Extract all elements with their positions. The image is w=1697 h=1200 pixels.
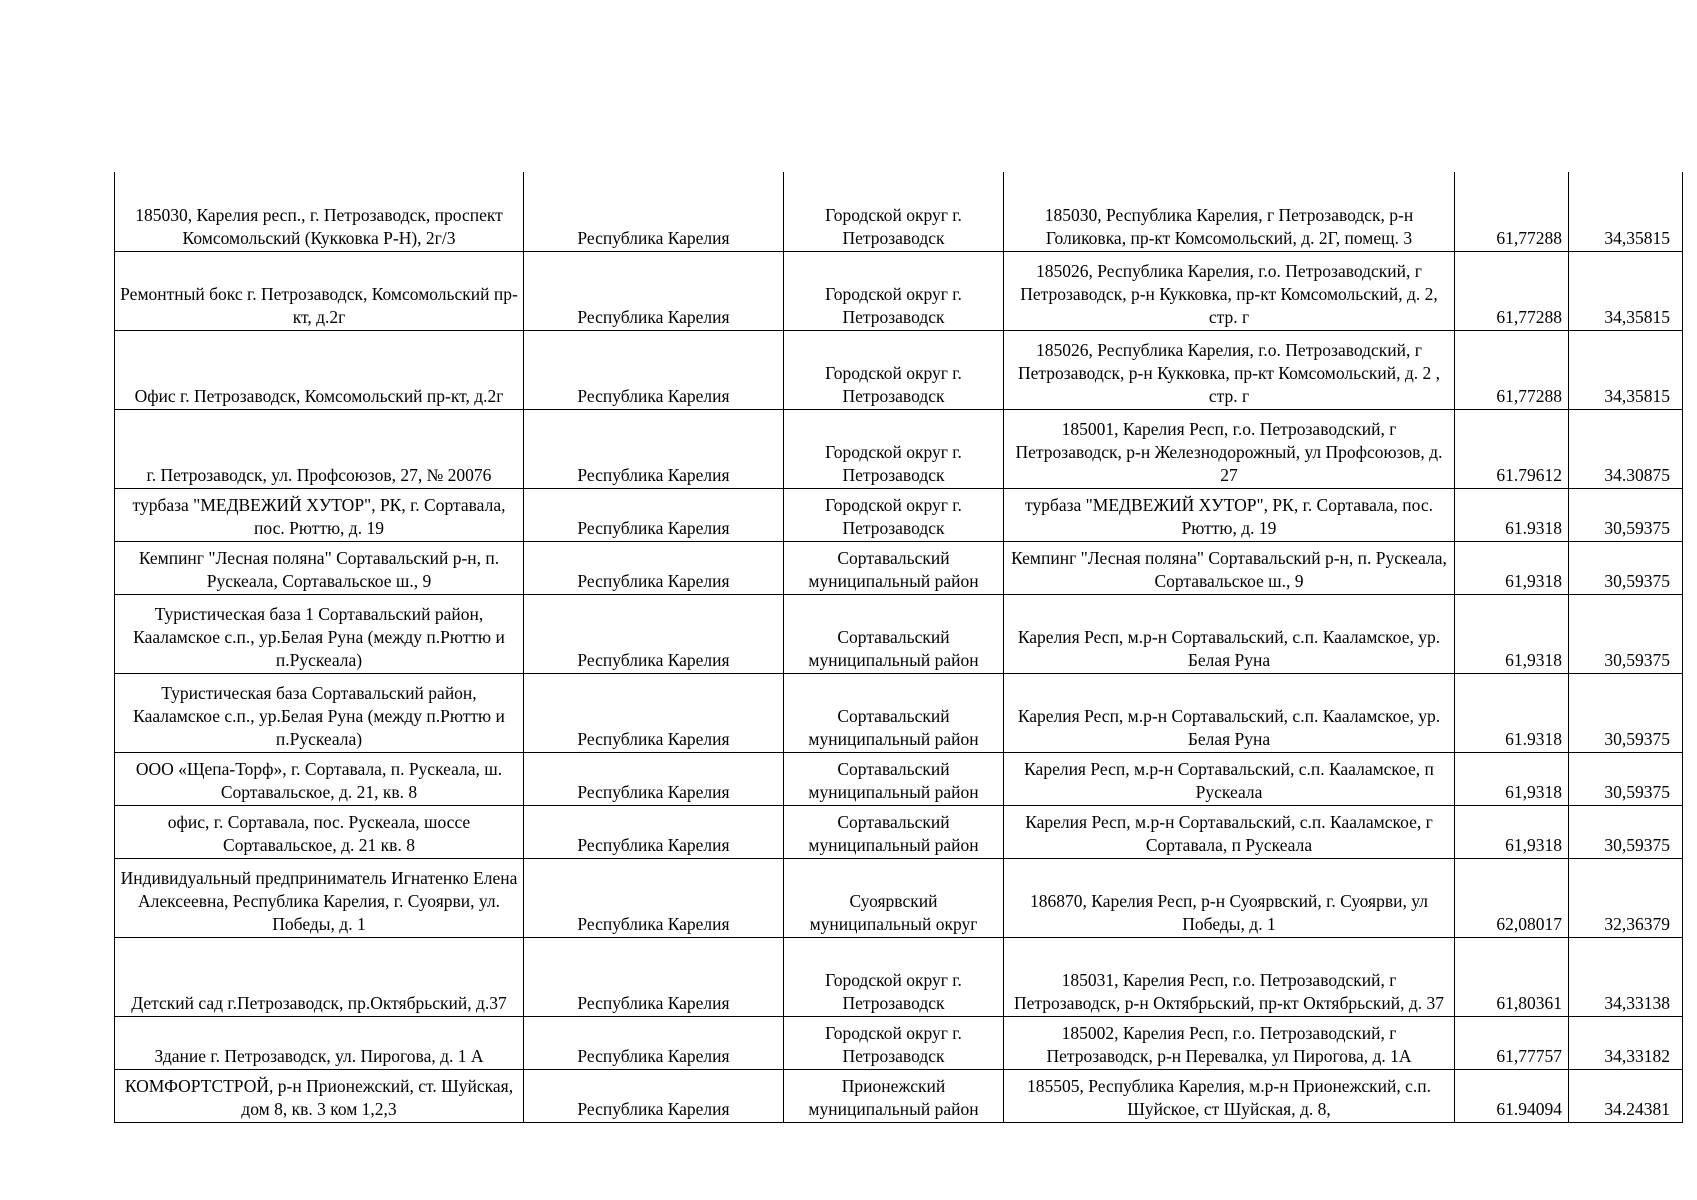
cell-name: Индивидуальный предприниматель Игнатенко Елена Алексеевна, Республика Карелия, г. Суоярви, ул. Победы, д. 1 [115,858,524,937]
cell-longitude: 34,35815 [1569,251,1683,330]
cell-latitude: 61.94094 [1455,1069,1569,1122]
cell-region: Республика Карелия [524,1016,784,1069]
table-row [115,937,1683,1016]
cell-address: Карелия Респ, м.р-н Сортавальский, с.п. Кааламское, ур. Белая Руна [1004,673,1455,752]
cell-district: Городской округ г. Петрозаводск [784,172,1004,251]
cell-longitude: 34,35815 [1569,330,1683,409]
cell-address: 185031, Карелия Респ, г.о. Петрозаводский, г Петрозаводск, р-н Октябрьский, пр-кт Октябрьский, д. 37 [1004,937,1455,1016]
cell-latitude: 61,9318 [1455,752,1569,805]
cell-address: Карелия Респ, м.р-н Сортавальский, с.п. Кааламское, ур. Белая Руна [1004,594,1455,673]
cell-district: Сортавальский муниципальный район [784,541,1004,594]
cell-longitude: 34,35815 [1569,172,1683,251]
table-row [115,858,1683,937]
table-row [115,172,1683,251]
table-row [115,541,1683,594]
cell-name: Офис г. Петрозаводск, Комсомольский пр-кт, д.2г [115,330,524,409]
cell-name: ООО «Щепа-Торф», г. Сортавала, п. Рускеала, ш. Сортавальское, д. 21, кв. 8 [115,752,524,805]
table-row [115,1069,1683,1122]
table-row [115,594,1683,673]
cell-address: Карелия Респ, м.р-н Сортавальский, с.п. Кааламское, п Рускеала [1004,752,1455,805]
cell-name: Туристическая база 1 Сортавальский район, Кааламское с.п., ур.Белая Руна (между п.Рюттю и п.Рускеала) [115,594,524,673]
table-row [115,488,1683,541]
cell-longitude: 30,59375 [1569,541,1683,594]
table-row [115,251,1683,330]
cell-region: Республика Карелия [524,673,784,752]
cell-longitude: 30,59375 [1569,752,1683,805]
table-body [115,172,1683,1122]
cell-region: Республика Карелия [524,409,784,488]
cell-address: 185026, Республика Карелия, г.о. Петрозаводский, г Петрозаводск, р-н Кукковка, пр-кт Комсомольский, д. 2 , стр. г [1004,330,1455,409]
cell-latitude: 62,08017 [1455,858,1569,937]
cell-name: КОМФОРТСТРОЙ, р-н Прионежский, ст. Шуйская, дом 8, кв. 3 ком 1,2,3 [115,1069,524,1122]
cell-latitude: 61.9318 [1455,673,1569,752]
cell-district: Прионежский муниципальный район [784,1069,1004,1122]
cell-district: Городской округ г. Петрозаводск [784,330,1004,409]
cell-region: Республика Карелия [524,805,784,858]
cell-latitude: 61,9318 [1455,594,1569,673]
cell-address: 185026, Республика Карелия, г.о. Петрозаводский, г Петрозаводск, р-н Кукковка, пр-кт Комсомольский, д. 2, стр. г [1004,251,1455,330]
cell-name: Туристическая база Сортавальский район, Кааламское с.п., ур.Белая Руна (между п.Рюттю и п.Рускеала) [115,673,524,752]
cell-district: Городской округ г. Петрозаводск [784,251,1004,330]
cell-district: Городской округ г. Петрозаводск [784,409,1004,488]
table-row [115,330,1683,409]
cell-region: Республика Карелия [524,937,784,1016]
cell-district: Суоярвский муниципальный округ [784,858,1004,937]
table-row [115,752,1683,805]
cell-region: Республика Карелия [524,541,784,594]
table-row [115,673,1683,752]
table-row [115,1016,1683,1069]
cell-name: турбаза "МЕДВЕЖИЙ ХУТОР", РК, г. Сортавала, пос. Рюттю, д. 19 [115,488,524,541]
cell-address: турбаза "МЕДВЕЖИЙ ХУТОР", РК, г. Сортавала, пос. Рюттю, д. 19 [1004,488,1455,541]
cell-region: Республика Карелия [524,330,784,409]
cell-address: 185505, Республика Карелия, м.р-н Прионежский, с.п. Шуйское, ст Шуйская, д. 8, [1004,1069,1455,1122]
cell-district: Городской округ г. Петрозаводск [784,937,1004,1016]
cell-region: Республика Карелия [524,488,784,541]
cell-name: г. Петрозаводск, ул. Профсоюзов, 27, № 20076 [115,409,524,488]
cell-latitude: 61,77288 [1455,330,1569,409]
cell-longitude: 30,59375 [1569,594,1683,673]
cell-district: Сортавальский муниципальный район [784,805,1004,858]
cell-latitude: 61,77757 [1455,1016,1569,1069]
cell-latitude: 61,77288 [1455,172,1569,251]
cell-longitude: 32,36379 [1569,858,1683,937]
cell-address: 186870, Карелия Респ, р-н Суоярвский, г. Суоярви, ул Победы, д. 1 [1004,858,1455,937]
cell-longitude: 34,33182 [1569,1016,1683,1069]
cell-name: Ремонтный бокс г. Петрозаводск, Комсомольский пр-кт, д.2г [115,251,524,330]
cell-name: офис, г. Сортавала, пос. Рускеала, шоссе Сортавальское, д. 21 кв. 8 [115,805,524,858]
cell-region: Республика Карелия [524,1069,784,1122]
data-table [114,172,1683,1123]
cell-latitude: 61,9318 [1455,805,1569,858]
cell-longitude: 30,59375 [1569,805,1683,858]
cell-region: Республика Карелия [524,172,784,251]
table-row [115,805,1683,858]
table-row [115,409,1683,488]
cell-latitude: 61,80361 [1455,937,1569,1016]
cell-district: Сортавальский муниципальный район [784,594,1004,673]
cell-name: 185030, Карелия респ., г. Петрозаводск, проспект Комсомольский (Кукковка Р-Н), 2г/3 [115,172,524,251]
cell-longitude: 34.30875 [1569,409,1683,488]
cell-district: Городской округ г. Петрозаводск [784,1016,1004,1069]
cell-address: 185001, Карелия Респ, г.о. Петрозаводский, г Петрозаводск, р-н Железнодорожный, ул Профсоюзов, д. 27 [1004,409,1455,488]
cell-latitude: 61.9318 [1455,488,1569,541]
cell-latitude: 61.79612 [1455,409,1569,488]
cell-address: Карелия Респ, м.р-н Сортавальский, с.п. Кааламское, г Сортавала, п Рускеала [1004,805,1455,858]
cell-longitude: 30,59375 [1569,673,1683,752]
cell-longitude: 34.24381 [1569,1069,1683,1122]
cell-name: Детский сад г.Петрозаводск, пр.Октябрьский, д.37 [115,937,524,1016]
cell-latitude: 61,9318 [1455,541,1569,594]
cell-longitude: 30,59375 [1569,488,1683,541]
cell-name: Здание г. Петрозаводск, ул. Пирогова, д. 1 А [115,1016,524,1069]
cell-address: 185030, Республика Карелия, г Петрозаводск, р-н Голиковка, пр-кт Комсомольский, д. 2Г, помещ. 3 [1004,172,1455,251]
cell-region: Республика Карелия [524,251,784,330]
cell-region: Республика Карелия [524,594,784,673]
cell-address: Кемпинг "Лесная поляна" Сортавальский р-н, п. Рускеала, Сортавальское ш., 9 [1004,541,1455,594]
cell-district: Сортавальский муниципальный район [784,752,1004,805]
cell-region: Республика Карелия [524,752,784,805]
cell-name: Кемпинг "Лесная поляна" Сортавальский р-н, п. Рускеала, Сортавальское ш., 9 [115,541,524,594]
cell-region: Республика Карелия [524,858,784,937]
cell-address: 185002, Карелия Респ, г.о. Петрозаводский, г Петрозаводск, р-н Перевалка, ул Пирогова, д. 1А [1004,1016,1455,1069]
cell-district: Сортавальский муниципальный район [784,673,1004,752]
cell-district: Городской округ г. Петрозаводск [784,488,1004,541]
cell-latitude: 61,77288 [1455,251,1569,330]
cell-longitude: 34,33138 [1569,937,1683,1016]
